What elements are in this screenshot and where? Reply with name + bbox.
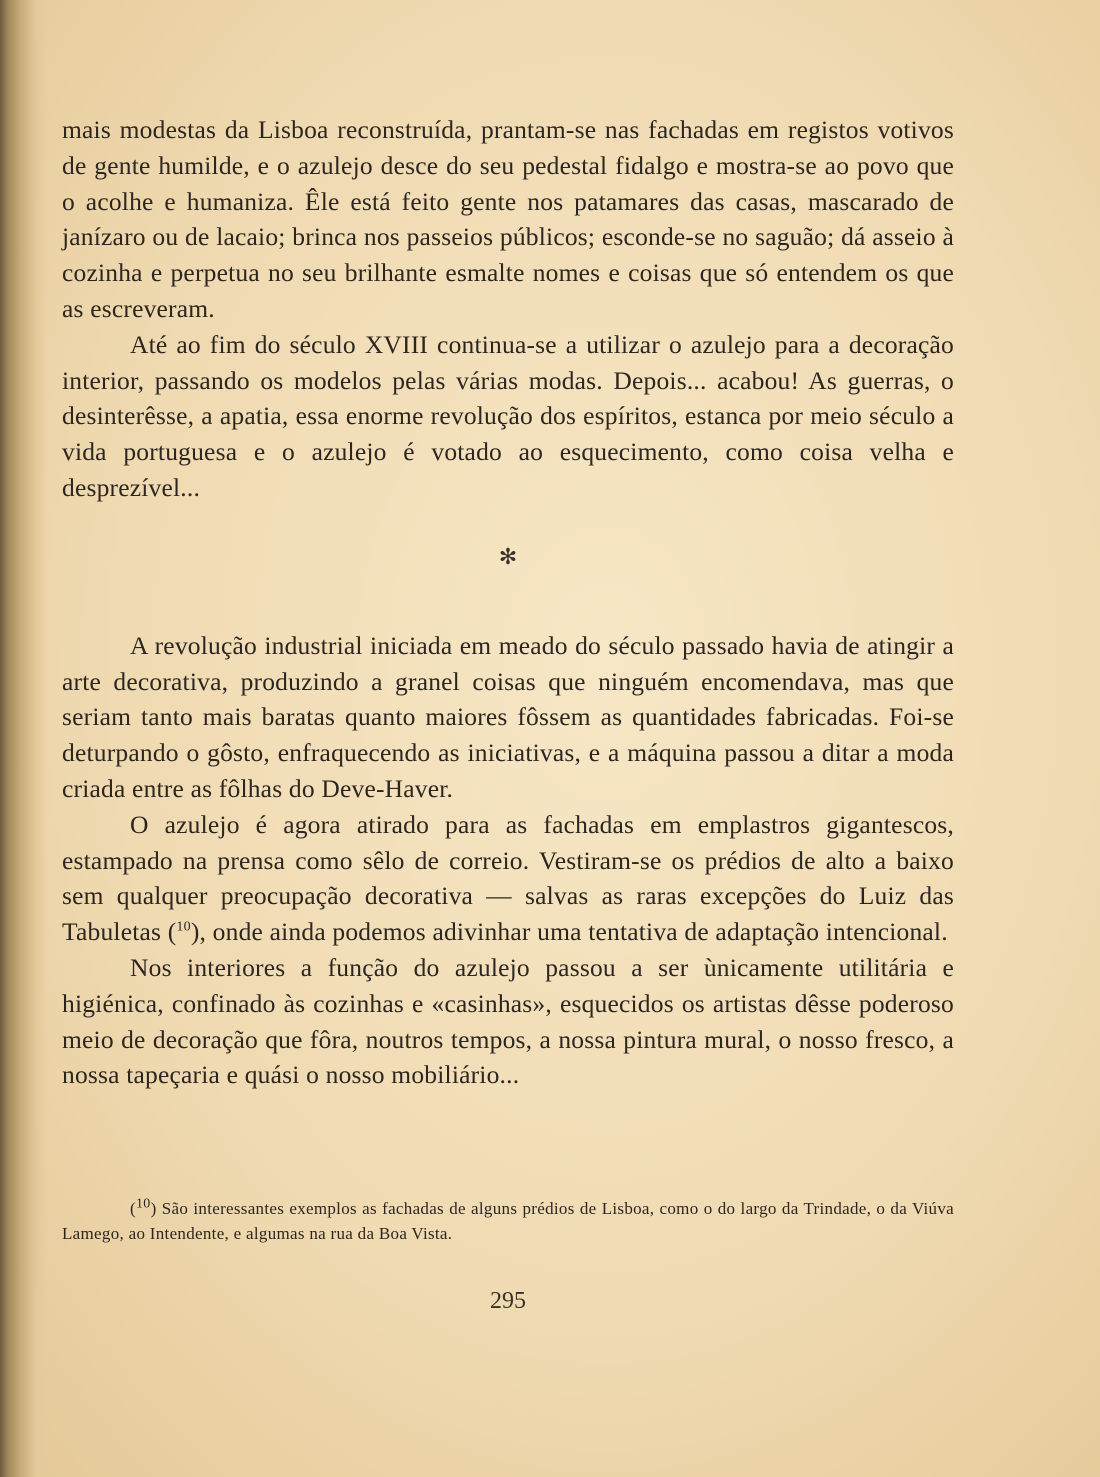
book-spine-shadow (0, 0, 48, 1477)
paragraph-2: Até ao fim do século XVIII continua-se a utilizar o azulejo para a decoração interior, passando os modelos pelas várias modas. Depois... acabou! As guerras, o desinterêsse, a apatia, essa enorme revolução dos espíritos, estanca por meio século a vida portuguesa e o azulejo é votado ao esquecimento, como coisa velha e desprezível... (62, 329, 954, 502)
footnote-marker-number: 10 (135, 1196, 151, 1212)
section-separator-asterisk: ✻ (498, 544, 518, 569)
footnote-text: São interessantes exemplos as fachadas de alguns prédios de Lisboa, como o do largo da Trindade, o da Viúva Lamego, ao Intendente, e algumas na rua da Boa Vista. (62, 1199, 954, 1243)
paragraph-1: mais modestas da Lisboa reconstruída, prantam-se nas fachadas em registos votivos de gente humilde, e o azulejo desce do seu pedestal fidalgo e mostra-se ao povo que o acolhe e humaniza. Êle está feito gente nos patamares das casas, mascarado de janízaro ou de lacaio; brinca nos passeios públicos; esconde-se no saguão; dá asseio à cozinha e perpetua no seu brilhante esmalte nomes e coisas que só entendem os que as escreveram. (62, 115, 954, 323)
paragraph-4-text-b: ), onde ainda podemos adivinhar uma tentativa de adaptação intencional. (190, 917, 948, 947)
page-number: 295 (490, 1288, 526, 1314)
footnote-marker-close: ) (150, 1199, 157, 1218)
paragraph-5: Nos interiores a função do azulejo passou a ser ùnicamente utilitária e higiénica, confinado às cozinhas e «casinhas», esquecidos os artistas dêsse poderoso meio de decoração que fôra, noutros tempos, a nossa pintura mural, o nosso fresco, a nossa tapeçaria e quási o nosso mobiliário... (62, 952, 954, 1090)
paragraph-4 (62, 807, 954, 950)
footnote-paragraph (62, 1196, 954, 1246)
paragraph-3: A revolução industrial iniciada em meado do século passado havia de atingir a arte decorativa, produzindo a granel coisas que ninguém encomendava, mas que seriam tanto mais baratas quanto maiores fôssem as quantidades fabricadas. Foi-se deturpando o gôsto, enfraquecendo as iniciativas, e a máquina passou a ditar a moda criada entre as fôlhas do Deve-Haver. (62, 630, 954, 803)
page-body (62, 112, 954, 1093)
footnote (62, 1196, 954, 1246)
paragraph-4-text-a: O azulejo é agora atirado para as fachadas em emplastros gigantescos, estampado na prensa como sêlo de correio. Vestiram-se os prédios de alto a baixo sem qualquer preocupação decorativa — salvas as raras excepções do Luiz das Tabuletas ( (62, 809, 954, 947)
footnote-marker-open: ( (130, 1199, 136, 1218)
footnote-reference: 10 (176, 919, 191, 935)
